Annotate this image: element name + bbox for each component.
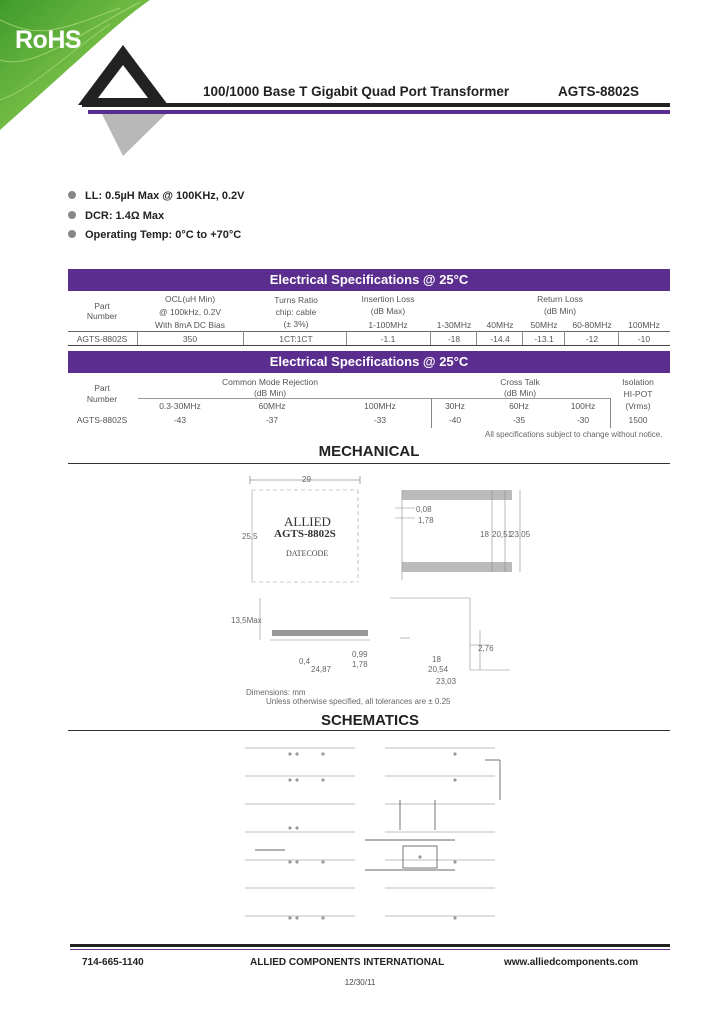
table-cell: -43 [173,415,187,425]
table-header: (dB Min) [503,388,537,398]
table-header: 30Hz [445,401,465,411]
dim-label: 0,99 [352,650,368,659]
footer-rule [70,944,670,947]
table-header: Number [86,311,118,321]
table-header: 1-30MHz [436,320,472,330]
dim-label: 13,5Max [231,616,262,625]
table-header: Insertion Loss [361,294,415,304]
rohs-label: RoHS [15,26,82,54]
part-number: AGTS-8802S [558,84,640,99]
table-header: 100MHz [628,320,660,330]
header-rule-purple [88,110,670,114]
header-rule [82,103,670,107]
footer-company: ALLIED COMPONENTS INTERNATIONAL [250,957,445,968]
bullet-icon [68,191,76,199]
table-header: With 8mA DC Bias [155,320,225,330]
table-header: @ 100kHz, 0.2V [158,307,222,317]
table1-title-bar: Electrical Specifications @ 25°C [68,269,670,291]
dim-label: 20,54 [428,665,449,674]
bullet-icon [68,211,76,219]
table-cell: -12 [585,334,599,344]
table-header: Part [94,301,110,311]
dimensions-note: Dimensions: mm [246,688,306,697]
table-header: Common Mode Rejection [222,377,318,387]
table-cell: -13.1 [534,334,554,344]
dim-label: 2,76 [478,644,494,653]
table-cell: AGTS-8802S [76,415,128,425]
table-header: Part [94,383,110,393]
table-header: Return Loss [537,294,583,304]
table-header: Turns Ratio [274,295,318,305]
mechanical-drawing [230,470,560,710]
table-header: (± 3%) [283,319,309,329]
table-header: OCL(uH Min) [164,294,216,304]
dim-label: 23,05 [510,530,531,539]
dim-label: 24,87 [311,665,332,674]
table-cell: -30 [576,415,590,425]
table-header: 1-100MHz [368,320,408,330]
table-header: 60Hz [509,401,529,411]
table-cell: -1.1 [380,334,396,344]
schematics-title: SCHEMATICS [320,712,420,729]
table-header: 60-80MHz [572,320,612,330]
table-header: (dB Max) [370,306,406,316]
allied-logo-icon [68,40,178,158]
table2-title-bar: Electrical Specifications @ 25°C [68,351,670,373]
table-cell: 350 [182,334,198,344]
dim-label: 18 [432,655,441,664]
dim-label: 0,08 [416,505,432,514]
table-cell: 1500 [628,415,648,425]
table-cell: -14.4 [490,334,510,344]
part-marking-datecode: DATECODE [286,549,329,558]
footer-website[interactable]: www.alliedcomponents.com [504,957,639,968]
table-header: chip: cable [275,307,317,317]
tolerance-note: Unless otherwise specified, all tolerances are ± 0.25 [266,697,451,706]
table-header: 100MHz [364,401,396,411]
footer-phone: 714-665-1140 [82,957,144,968]
product-title: 100/1000 Base T Gigabit Quad Port Transformer [203,84,510,99]
bullet-icon [68,230,76,238]
dim-label: 1,78 [352,660,368,669]
schematic-diagram [235,740,510,930]
table-header: 40MHz [486,320,514,330]
table-header: 0.3-30MHz [159,401,201,411]
feature-item: LL: 0.5µH Max @ 100KHz, 0.2V [68,190,245,202]
table-header: 100Hz [570,401,596,411]
mechanical-title: MECHANICAL [318,443,420,460]
dim-label: 0,4 [299,657,311,666]
spec-note: All specifications subject to change without notice. [485,430,663,439]
dim-label: 18 [480,530,489,539]
table-header: Number [86,394,118,404]
table-header: Cross Talk [500,377,540,387]
table-header: 60MHz [258,401,286,411]
table-header: (dB Min) [543,306,577,316]
table-header: HI-POT [623,389,653,399]
dim-label: 23,03 [436,677,457,686]
table-cell: -35 [512,415,526,425]
table-header: (Vrms) [625,401,651,411]
dim-label: 1,78 [418,516,434,525]
table-cell: -10 [637,334,651,344]
footer-date: 12/30/11 [344,978,376,987]
table-header: (dB Min) [253,388,287,398]
dim-label: 25,5 [242,532,258,541]
table-cell: AGTS-8802S [76,334,128,344]
table-header: Isolation [622,377,654,387]
feature-item: DCR: 1.4Ω Max [68,210,164,222]
part-marking-number: AGTS-8802S [274,528,336,540]
table-cell: -33 [373,415,387,425]
dim-label: 29 [302,475,311,484]
table-header: 50MHz [530,320,558,330]
dim-label: 20,51 [492,530,513,539]
table-cell: -40 [448,415,462,425]
table-cell: 1CT:1CT [279,334,313,344]
part-marking-brand: ALLIED [284,514,331,529]
feature-item: Operating Temp: 0°C to +70°C [68,229,241,241]
table-cell: -37 [265,415,279,425]
table-cell: -18 [447,334,461,344]
footer-rule-purple [70,949,670,950]
